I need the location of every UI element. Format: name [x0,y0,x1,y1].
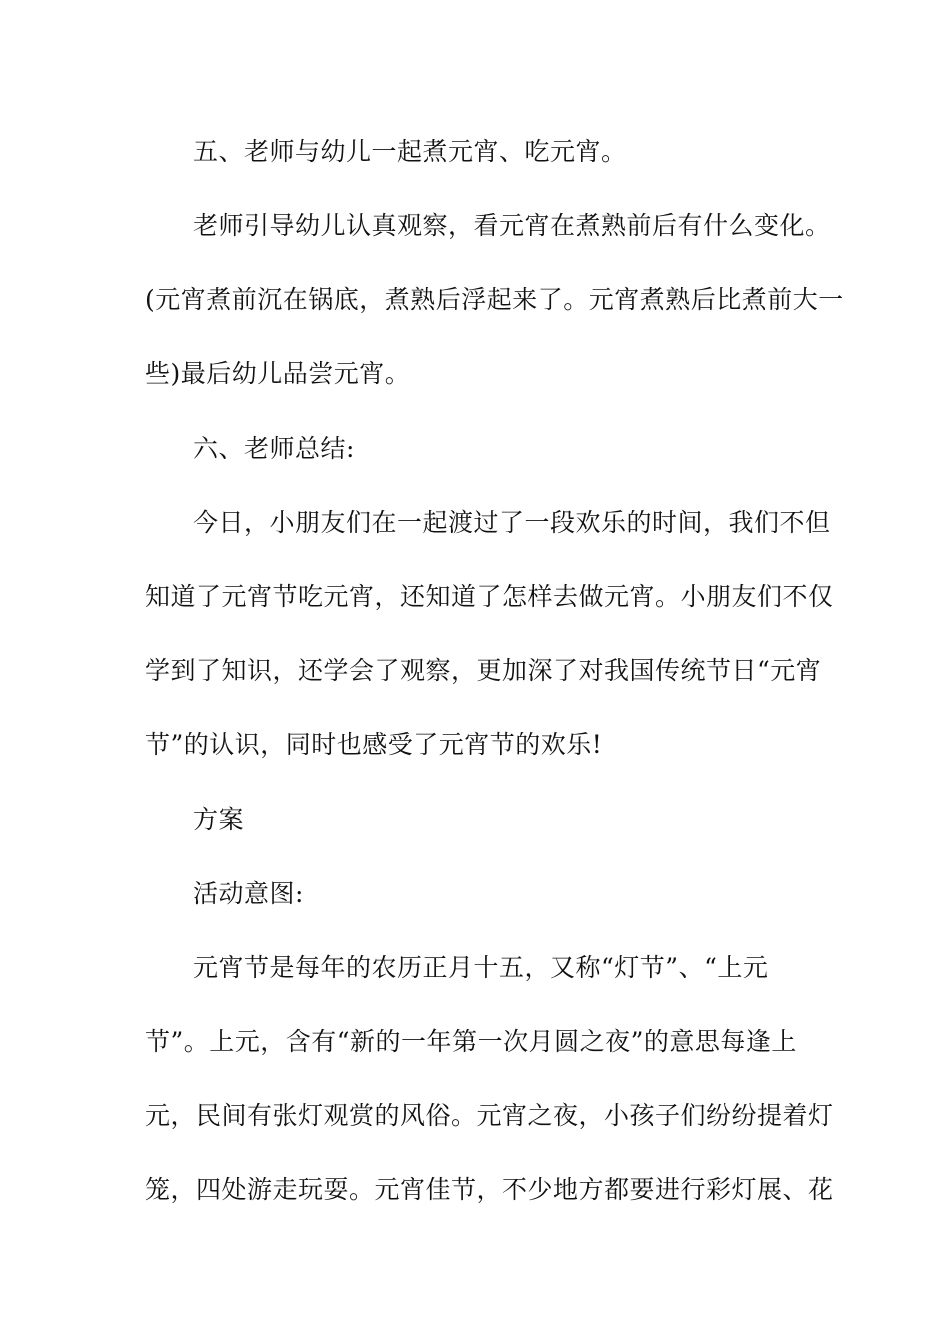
paragraph-line: 元宵节是每年的农历正月十五，又称“灯节”、“上元 [193,953,769,982]
section-heading-five: 五、老师与幼儿一起煮元宵、吃元宵。 [193,137,627,166]
paragraph-line: 学到了知识，还学会了观察，更加深了对我国传统节日“元宵 [145,656,822,685]
paragraph-line: 元，民间有张灯观赏的风俗。元宵之夜，小孩子们纷纷提着灯 [145,1101,834,1130]
paragraph-line: 些)最后幼儿品尝元宵。 [145,359,411,388]
paragraph-line: (元宵煮前沉在锅底，煮熟后浮起来了。元宵煮熟后比煮前大一 [145,285,844,314]
paragraph-line: 今日，小朋友们在一起渡过了一段欢乐的时间，我们不但 [193,508,831,537]
paragraph-line: 节”。上元，含有“新的一年第一次月圆之夜”的意思每逢上 [145,1027,797,1056]
paragraph-line: 节”的认识，同时也感受了元宵节的欢乐! [145,730,603,759]
section-heading-six: 六、老师总结: [193,434,355,463]
paragraph-line: 知道了元宵节吃元宵，还知道了怎样去做元宵。小朋友们不仅 [145,582,834,611]
paragraph-line: 笼，四处游走玩耍。元宵佳节，不少地方都要进行彩灯展、花 [145,1175,834,1204]
section-heading-intent: 活动意图: [193,879,304,908]
section-heading-plan: 方案 [193,805,245,834]
paragraph-line: 老师引导幼儿认真观察，看元宵在煮熟前后有什么变化。 [193,211,831,240]
